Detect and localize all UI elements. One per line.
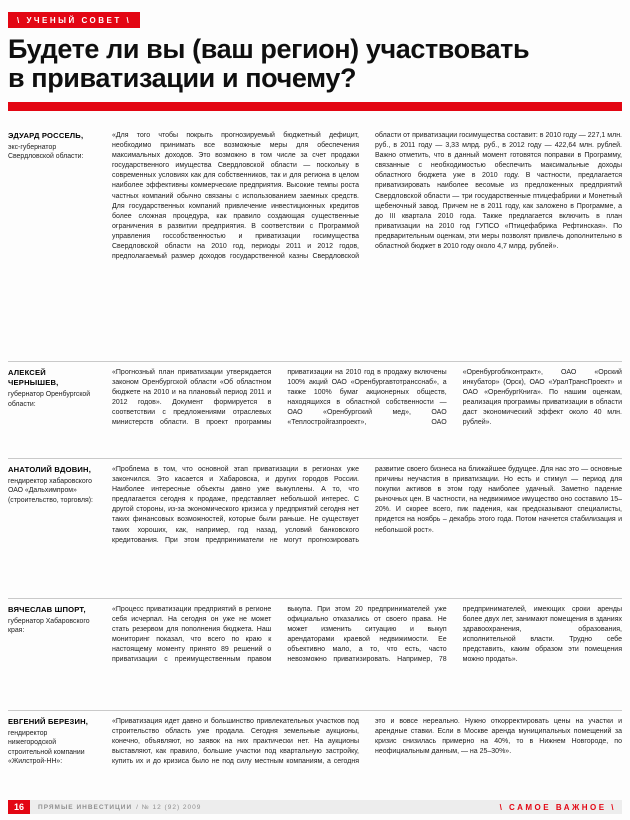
entry bbox=[8, 598, 622, 710]
speaker-role: гендиректор нижегородской строительной компании «Жилстрой-НН»: bbox=[8, 730, 85, 765]
speaker-label bbox=[8, 605, 112, 705]
entry bbox=[8, 458, 622, 598]
quote-text: «Приватизация идет давно и большинство привлекательных участков под строительство область уже продала. Сегодня земельные аукционы, конечно, объявляют, но заявок на них практически нет. На аукционы выставляют, как правило, большие участки под квартальную застройку, купить их и до кризиса было не под силу местным компаниям, а сегодня это и вовсе нереально. Нужно откорректировать цены на участки и арендные ставки. Если в Москве аренда муниципальных помещений за кризис снизилась примерно на 40%, то в Нижнем Новгороде, по неофициальным данным, — на 25–30%». bbox=[112, 717, 622, 766]
page-title-line1: Будете ли вы (ваш регион) участвовать bbox=[8, 34, 530, 64]
speaker-role: губернатор Хабаровского края: bbox=[8, 618, 90, 635]
issue-info: / № 12 (92) 2009 bbox=[136, 803, 202, 811]
speaker-role: экс-губернатор Свердловской области: bbox=[8, 144, 84, 161]
quote-text: «Прогнозный план приватизации утверждается законом Оренбургской области «Об областном бюджете на 2010 и на плановый период 2011 и 2012 годов». Документ формируется в соответствии с предложениями отраслевых министерств области. В проект программы приватизации на 2010 год в продажу включены 100% акций ОАО «Оренбургавтотрансснаб», а также 100% бумаг акционерных обществ, находящихся в областной собственности — ОАО «Оренбургский мед», ОАО «Теплостройгазпроект», ОАО «Оренбургоблконтракт», ОАО «Орский инкубатор» (Орск), ОАО «УралТрансПроект» и ОАО «ОренбургКнига». По нашим оценкам, реализация программы приватизации в области даст экономический эффект около 40 млн. рублей». bbox=[112, 368, 622, 427]
accent-bar bbox=[8, 102, 622, 111]
footer-tag: \ САМОЕ ВАЖНОЕ \ bbox=[499, 802, 616, 812]
rubric-label: \ УЧЕНЫЙ СОВЕТ \ bbox=[8, 12, 140, 28]
speaker-name: ВЯЧЕСЛАВ ШПОРТ, bbox=[8, 604, 86, 614]
speaker-label bbox=[8, 131, 112, 356]
speaker-role: гендиректор хабаровского ОАО «Дальхимпром» (строительство, торговля): bbox=[8, 478, 93, 504]
speaker-role: губернатор Оренбургской области: bbox=[8, 391, 91, 408]
speaker-label bbox=[8, 368, 112, 453]
quote-text: «Для того чтобы покрыть прогнозируемый бюджетный дефицит, необходимо принимать все возможные меры для обеспечения максимальных доходов. Это возможно в том числе за счет продажи государственного имущества Свердловской области — поскольку в современных условиях как для собственников, так и для региона в целом наиболее эффективны коммерческие предприятия. Высокие темпы роста частных компаний обычно связаны с использованием заемных средств. Для государственных компаний привлечение инвестиционных кредитов более сложная процедура, как правило создающая существенные ограничения в развитии предприятия. В соответствии с Программой управления госсобственностью и приватизации госимущества Свердловской области на 2010 год, периоды 2011 и 2012 годов, предполагаемый размер доходов государственной казны Свердловской области от приватизации госимущества составит: в 2010 году — 227,1 млн. руб., в 2011 году — 3,33 млрд. руб., в 2012 году — 422,64 млн. рублей. Важно отметить, что в данный момент готовятся поправки в Программу, связанные с необходимостью обеспечить максимальные доходы областного бюджета уже в 2010 году. В частности, предлагается приватизировать наиболее весомые из предложенных предприятий Свердловской области — три государственные птицефабрики и Монетный щебеночный завод. Причем не в 2011 году, как заложено в Программе, а до III квартала 2010 года. Также предлагается включить в план приватизации на 2010 год ГУПСО «Птицефабрика Рефтинская». По предварительным оценкам, эти меры позволят привлечь дополнительно в областной бюджет в 2010 году около 4,7 млрд. рублей». bbox=[112, 131, 622, 261]
quote-text: «Проблема в том, что основной этап приватизации в регионах уже закончился. Это касается и Хабаровска, и других городов России. Наиболее интересные объекты давно уже выкуплены. А то, что предлагается сегодня к продаже, представляет небольшой интерес. С другой стороны, из-за экономического кризиса у предприятий сегодня нет таких финансовых возможностей, которые были раньше. Не существует таких хороших, как, например, год назад, условий банковского кредитования. При этом предприниматели не могут прогнозировать развитие своего бизнеса на ближайшее будущее. Для нас это — основные причины неучастия в приватизации. Но есть и стимул — период для покупки активов в этом году наиболее удачный. Заметно падение рыночных цен. В частности, на недвижимое имущество оно составило 15–20%. И скорее всего, пик падения, как предсказывают специалисты, придется на ноябрь – декабрь этого года. Потом начнется стабилизация и небольшой рост». bbox=[112, 465, 622, 544]
entries-list bbox=[8, 125, 622, 802]
quote-text: «Процесс приватизации предприятий в регионе себя исчерпал. На сегодня он уже не может стать резервом для пополнения бюджета. Наш мониторинг показал, что всего по краю к настоящему моменту принято 89 решений о приватизации с преимущественным правом выкупа. При этом 20 предпринимателей уже официально отказались от своего права. Не может изменить ситуацию и выкуп арендаторами краевой недвижимости. Ее объективно мало, а то, что есть, часто невозможно приватизировать. Например, 78 предпринимателей, имеющих сроки аренды более двух лет, занимают помещения в зданиях здравоохранения, образования, исполнительной власти. Трудно себе представить, каким образом эти помещения можно продать». bbox=[112, 605, 622, 664]
page-title-line2: в приватизации и почему? bbox=[8, 62, 357, 93]
speaker-name: ЕВГЕНИЙ БЕРЕЗИН, bbox=[8, 716, 89, 726]
magazine-name: ПРЯМЫЕ ИНВЕСТИЦИИ bbox=[38, 803, 133, 811]
speaker-name: АЛЕКСЕЙ ЧЕРНЫШЕВ, bbox=[8, 367, 59, 387]
speaker-label bbox=[8, 717, 112, 797]
page-title bbox=[8, 35, 622, 93]
speaker-name: АНАТОЛИЙ ВДОВИН, bbox=[8, 464, 92, 474]
speaker-label bbox=[8, 465, 112, 593]
entry bbox=[8, 361, 622, 458]
page-number: 16 bbox=[8, 800, 30, 814]
entry bbox=[8, 125, 622, 361]
entry bbox=[8, 710, 622, 802]
speaker-name: ЭДУАРД РОССЕЛЬ, bbox=[8, 130, 84, 140]
footer bbox=[8, 800, 622, 814]
